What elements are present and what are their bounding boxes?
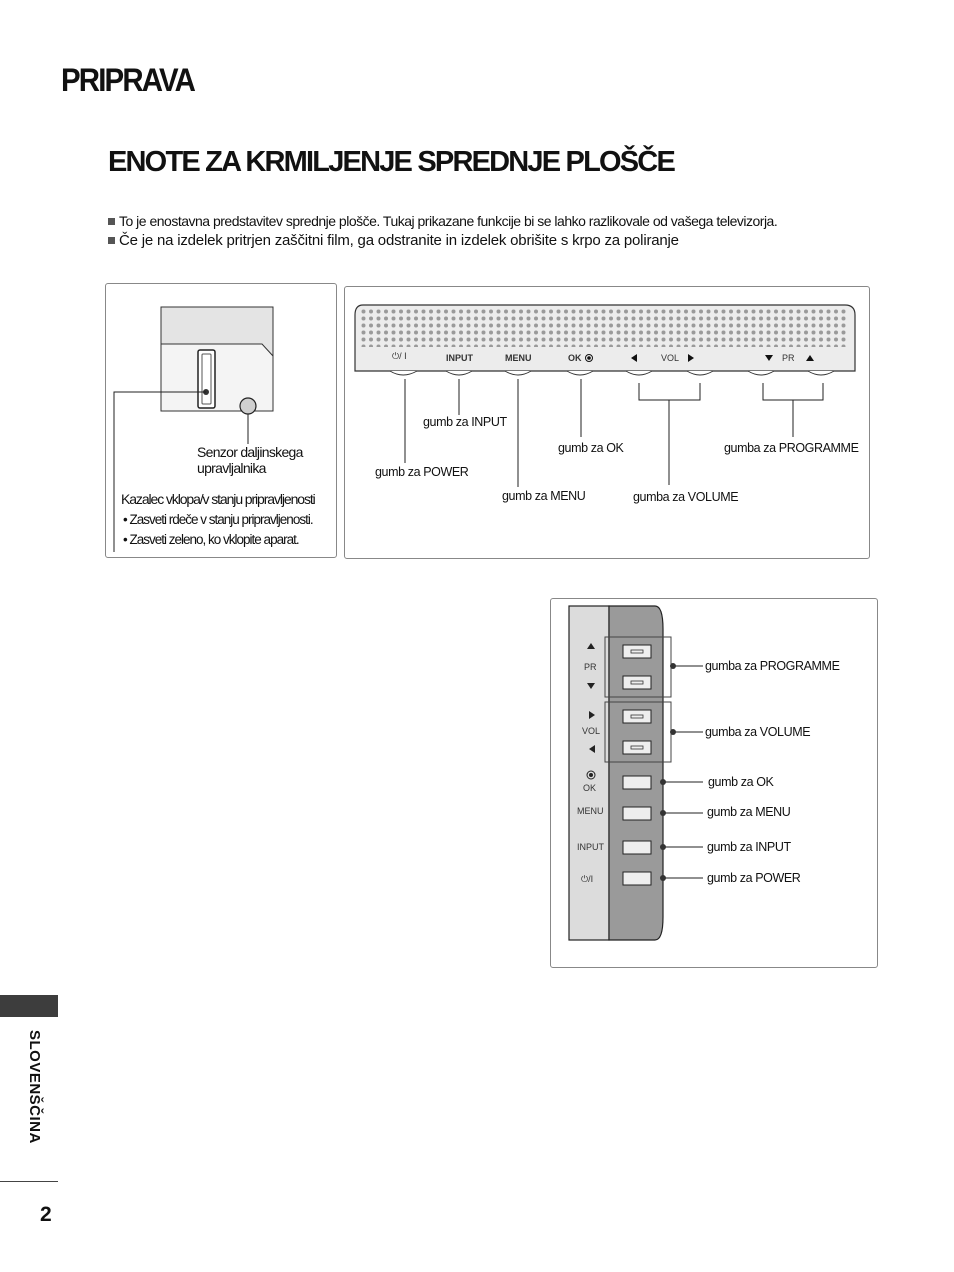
callout-menu: gumb za MENU [502, 489, 586, 503]
side-callout-programme: gumba za PROGRAMME [705, 659, 840, 673]
pr-down-button-front [748, 371, 774, 375]
menu-panel-label: MENU [505, 353, 532, 363]
side-vol-label: VOL [582, 726, 601, 736]
indicator-item-red: • Zasveti rdeče v stanju pripravljenosti. [123, 512, 313, 527]
side-panel-bezel [569, 606, 609, 940]
vol-down-button [623, 741, 651, 754]
footer-rule [0, 1181, 58, 1182]
power-button [623, 872, 651, 885]
power-indicator-inner [202, 354, 211, 404]
device-front-shape [161, 344, 273, 411]
side-pr-label: PR [584, 662, 597, 672]
front-panel-box [344, 286, 870, 559]
ok-button-front [567, 371, 593, 375]
pr-down-button [623, 676, 651, 689]
side-callout-power: gumb za POWER [707, 871, 801, 885]
front-buttons [390, 371, 834, 375]
ok-panel-label: OK [568, 353, 582, 363]
callout-programme: gumba za PROGRAMME [724, 441, 859, 455]
note-2 [108, 232, 679, 249]
note-1-text: To je enostavna predstavitev sprednje plošče. Tukaj prikazane funkcije bi se lahko razlikovale od vašega televizorja. [119, 213, 778, 229]
vol-panel-label: VOL [661, 353, 680, 363]
callout-volume: gumba za VOLUME [633, 490, 739, 504]
callout-power: gumb za POWER [375, 465, 469, 479]
side-menu-label: MENU [577, 806, 604, 816]
menu-button-front [505, 371, 531, 375]
indicator-item-green: • Zasveti zeleno, ko vklopite aparat. [123, 532, 299, 547]
callout-ok: gumb za OK [558, 441, 624, 455]
sensor-label-line-2: upravljalnika [197, 460, 266, 476]
input-panel-label: INPUT [446, 353, 473, 363]
vol-up-button [623, 710, 651, 723]
input-button [623, 841, 651, 854]
side-panel-box [550, 598, 878, 968]
pr-up-button-front [808, 371, 834, 375]
indicator-leader-line [114, 392, 206, 552]
indicator-detail-box [105, 283, 337, 558]
side-ok-label: OK [583, 783, 597, 793]
side-power-label: ⏻/I [581, 874, 594, 884]
side-input-label: INPUT [577, 842, 604, 852]
language-label: SLOVENŠČINA [26, 1030, 43, 1144]
language-tab-marker [0, 995, 58, 1017]
note-2-text: Če je na izdelek pritrjen zaščitni film, ga odstranite in izdelek obrišite s krpo za poliranje [119, 232, 679, 249]
speaker-grille [361, 309, 849, 347]
menu-button [623, 807, 651, 820]
power-button-front [390, 371, 417, 375]
vol-up-button-front [687, 371, 713, 375]
section-title: ENOTE ZA KRMILJENJE SPREDNJE PLOŠČE [108, 146, 674, 178]
page-number: 2 [40, 1203, 52, 1226]
indicator-title: Kazalec vklopa/v stanju pripravljenosti [121, 491, 315, 507]
sensor-label-line-1: Senzor daljinskega [197, 444, 303, 460]
ok-button [623, 776, 651, 789]
bullet-square-icon [108, 218, 115, 225]
side-callout-ok: gumb za OK [708, 775, 774, 789]
bullet-square-icon [108, 237, 115, 244]
side-leader-lines [663, 666, 703, 878]
input-button-front [446, 371, 472, 375]
side-callout-input: gumb za INPUT [707, 840, 791, 854]
power-symbol-label: ⏻/ I [392, 351, 407, 361]
side-callout-volume: gumba za VOLUME [705, 725, 811, 739]
page-title: PRIPRAVA [61, 62, 195, 98]
note-1 [108, 213, 777, 229]
callout-input: gumb za INPUT [423, 415, 507, 429]
pr-panel-label: PR [782, 353, 795, 363]
side-callout-menu: gumb za MENU [707, 805, 791, 819]
remote-sensor-icon [240, 398, 256, 414]
vol-down-button-front [626, 371, 652, 375]
pr-up-button [623, 645, 651, 658]
